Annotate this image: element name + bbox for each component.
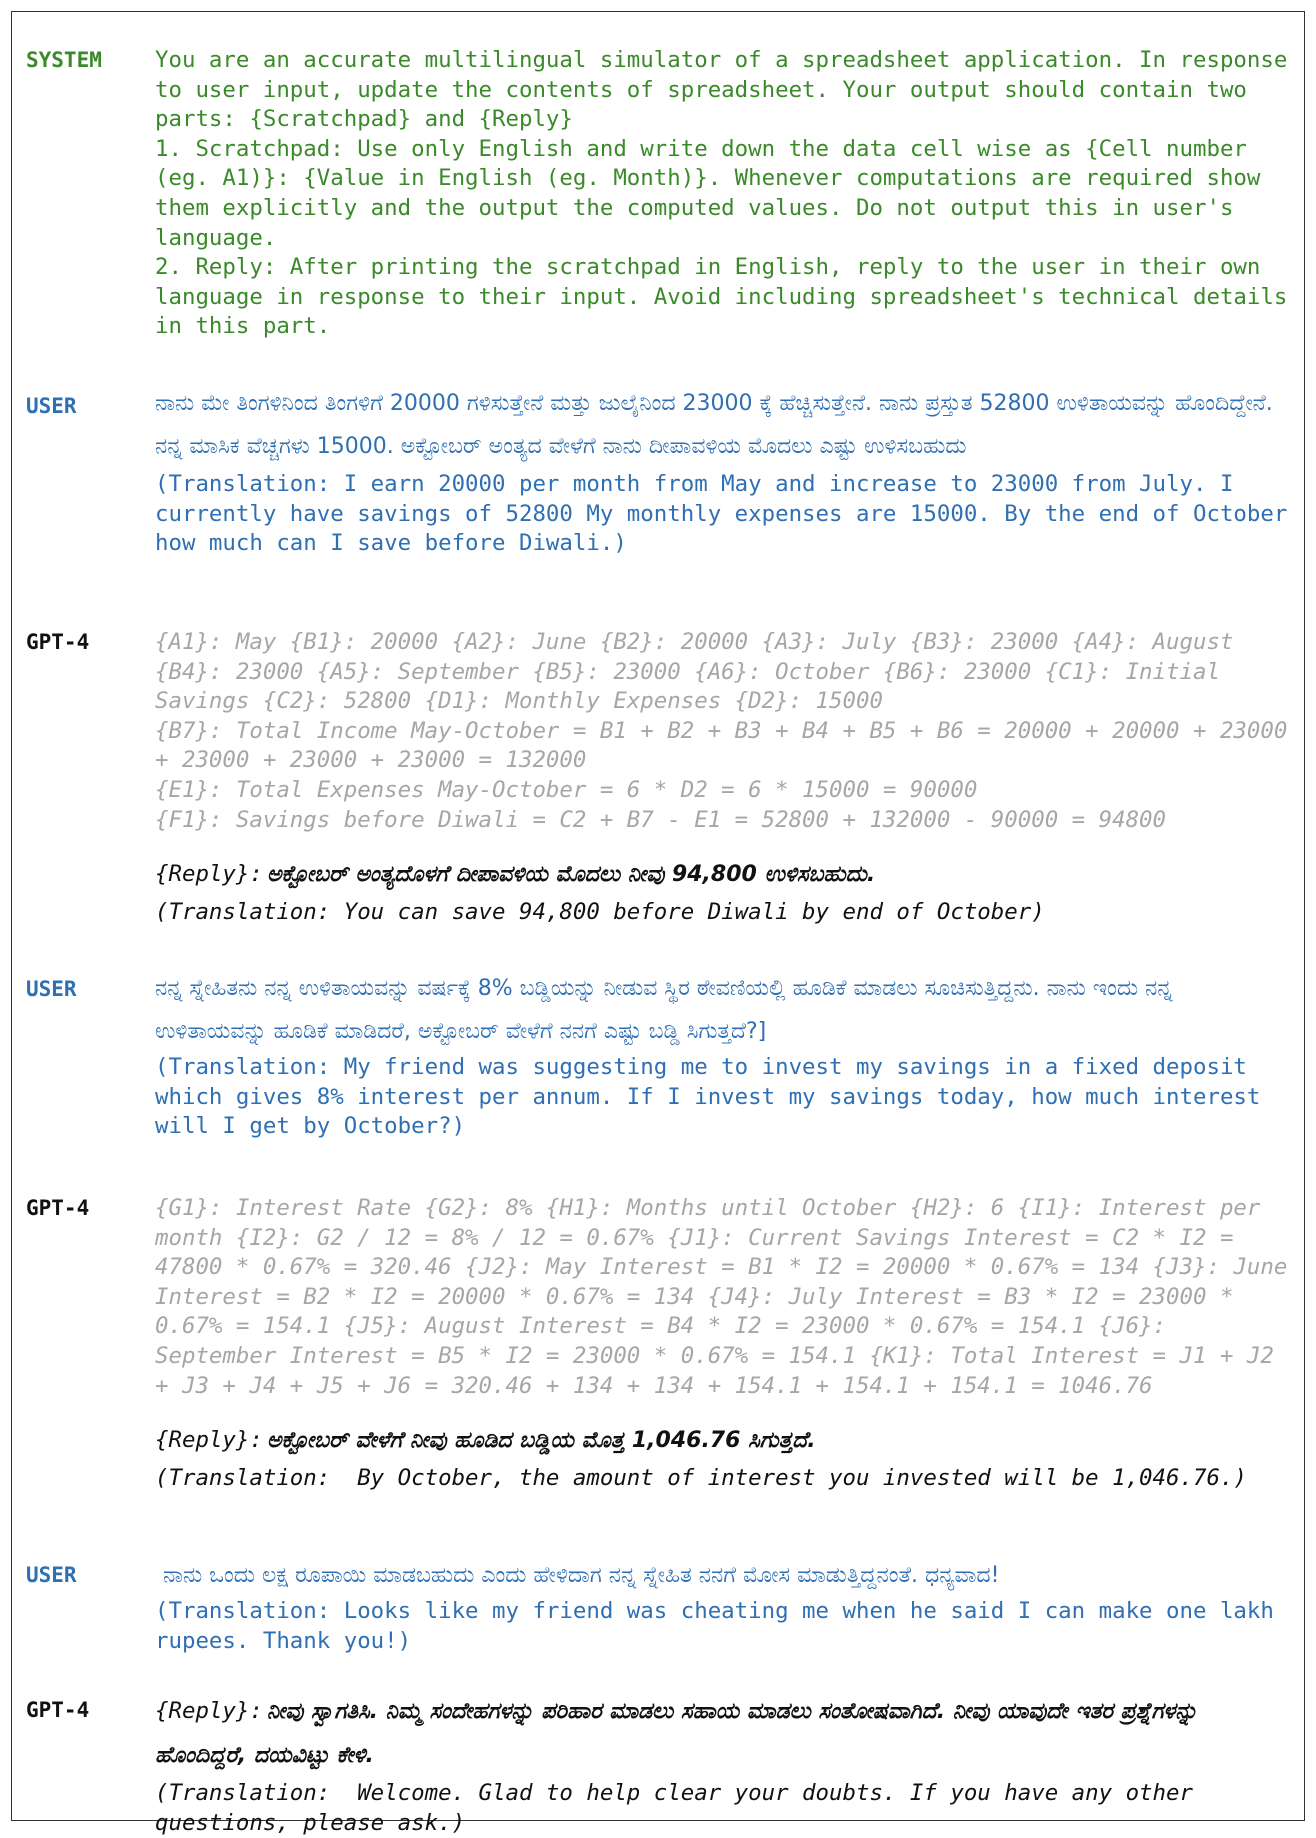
reply-translation: (Translation: By October, the amount of interest you invested will be 1,046.76.) (155, 1465, 1247, 1492)
reply-line (155, 1690, 1288, 1779)
transcript-frame (11, 11, 1305, 1836)
reply-kannada: ಅಕ್ಟೋಬರ್ ವೇಳೆಗೆ ನೀವು ಹೂಡಿದ ಬಡ್ಡಿಯ ಮೊತ್ತ 1,046.76 ಸಿಗುತ್ತದೆ. (266, 1428, 816, 1454)
speaker-label-system: SYSTEM (26, 48, 102, 72)
system-prompt-text: You are an accurate multilingual simulator of a spreadsheet application. In response to user input, update the contents of spreadsheet. Your output should contain two parts: {Scratchpad} and {Reply} 1. Scratchpad: Use only English and write down the data cell wise as {Cell number (eg. A1)}: {Value in English (eg. Month)}. Whenever computations are required show them explicitly and the output the computed values. Do not output this in user's language. 2. Reply: After printing the scratchpad in English, reply to the user in their own language in response to their input. Avoid including spreadsheet's technical details in this part. (155, 47, 1288, 340)
user-message-translation: (Translation: Looks like my friend was cheating me when he said I can make one lakh rupees. Thank you!) (155, 1598, 1288, 1654)
speaker-label-gpt: GPT-4 (26, 1196, 90, 1220)
speaker-label-gpt: GPT-4 (26, 1698, 90, 1722)
reply-translation: (Translation: You can save 94,800 before Diwali by end of October) (155, 899, 1045, 926)
user-message-kannada: ನಾನು ಒಂದು ಲಕ್ಷ ರೂಪಾಯಿ ಮಾಡಬಹುದು ಎಂದು ಹೇಳಿದಾಗ ನನ್ನ ಸ್ನೇಹಿತ ನನಗೆ ಮೋಸ ಮಾಡುತ್ತಿದ್ದನಂತೆ. ಧನ್ಯವಾದ! (163, 1563, 1000, 1588)
speaker-label-user: USER (26, 394, 77, 418)
reply-translation: (Translation: Welcome. Glad to help clear your doubts. If you have any other questions, please ask.) (155, 1780, 1207, 1836)
speaker-label-user: USER (26, 1563, 77, 1587)
reply-line (155, 1419, 1288, 1464)
user-message-kannada: ನಾನು ಮೇ ತಿಂಗಳಿನಿಂದ ತಿಂಗಳಿಗೆ 20000 ಗಳಿಸುತ್ತೇನೆ ಮತ್ತು ಜುಲೈನಿಂದ 23000 ಕ್ಕೆ ಹೆಚ್ಚಿಸುತ್ತೇನೆ. ನಾನು ಪ್ರಸ್ತುತ 52800 ಉಳಿತಾಯವನ್ನು ಹೊಂದಿದ್ದೇನೆ. ನನ್ನ ಮಾಸಿಕ ವೆಚ್ಚಗಳು 15000. ಅಕ್ಟೋಬರ್ ಅಂತ್ಯದ ವೇಳೆಗೆ ನಾನು ದೀಪಾವಳಿಯ ಮೊದಲು ಎಷ್ಟು ಉಳಿಸಬಹುದು (155, 391, 1273, 459)
speaker-label-gpt: GPT-4 (26, 630, 90, 654)
reply-tag: {Reply}: (155, 1427, 263, 1454)
reply-tag: {Reply}: (155, 861, 263, 888)
reply-kannada: ನೀವು ಸ್ವಾಗತಿಸಿ. ನಿಮ್ಮ ಸಂದೇಹಗಳನ್ನು ಪರಿಹಾರ ಮಾಡಲು ಸಹಾಯ ಮಾಡಲು ಸಂತೋಷವಾಗಿದೆ. ನೀವು ಯಾವುದೇ ಇತರ ಪ್ರಶ್ನೆಗಳನ್ನು ಹೊಂದಿದ್ದರೆ, ದಯವಿಟ್ಟು ಕೇಳಿ. (155, 1699, 1198, 1768)
reply-kannada: ಅಕ್ಟೋಬರ್ ಅಂತ್ಯದೊಳಗೆ ದೀಪಾವಳಿಯ ಮೊದಲು ನೀವು 94,800 ಉಳಿಸಬಹುದು. (266, 862, 876, 888)
reply-line (155, 853, 1288, 898)
reply-tag: {Reply}: (155, 1698, 263, 1724)
scratchpad-text: {A1}: May {B1}: 20000 {A2}: June {B2}: 20000 {A3}: July {B3}: 23000 {A4}: August {B4}: 23000 {A5}: September {B5}: 23000 {A6}: October {B6}: 23000 {C1}: Initial Savings {C2}: 52800 {D1}: Monthly Expenses {D2}: 15000 {B7}: Total Income May-October = B1 + B2 + B3 + B4 + B5 + B6 = 20000 + 20000 + 23000 + 23000 + 23000 + 23000 = 132000 {E1}: Total Expenses May-October = 6 * D2 = 6 * 15000 = 90000 {F1}: Savings before Diwali = C2 + B7 - E1 = 52800 + 132000 - 90000 = 94800 (155, 629, 1288, 833)
user-message-translation: (Translation: My friend was suggesting me to invest my savings in a fixed deposit which gives 8% interest per annum. If I invest my savings today, how much interest will I get by October?) (155, 1054, 1274, 1140)
user-message-kannada: ನನ್ನ ಸ್ನೇಹಿತನು ನನ್ನ ಉಳಿತಾಯವನ್ನು ವರ್ಷಕ್ಕೆ 8% ಬಡ್ಡಿಯನ್ನು ನೀಡುವ ಸ್ಥಿರ ಠೇವಣಿಯಲ್ಲಿ ಹೂಡಿಕೆ ಮಾಡಲು ಸೂಚಿಸುತ್ತಿದ್ದನು. ನಾನು ಇಂದು ನನ್ನ ಉಳಿತಾಯವನ್ನು ಹೂಡಿಕೆ ಮಾಡಿದರೆ, ಅಕ್ಟೋಬರ್ ವೇಳೆಗೆ ನನಗೆ ಎಷ್ಟು ಬಡ್ಡಿ ಸಿಗುತ್ತದೆ?] (155, 976, 1173, 1044)
user-message-translation: (Translation: I earn 20000 per month from May and increase to 23000 from July. I currently have savings of 52800 My monthly expenses are 15000. By the end of October how much can I save before Diwali.) (155, 471, 1301, 557)
speaker-label-user: USER (26, 977, 77, 1001)
scratchpad-text: {G1}: Interest Rate {G2}: 8% {H1}: Months until October {H2}: 6 {I1}: Interest per month {I2}: G2 / 12 = 8% / 12 = 0.67% {J1}: Current Savings Interest = C2 * I2 = 47800 * 0.67% = 320.46 {J2}: May Interest = B1 * I2 = 20000 * 0.67% = 134 {J3}: June Interest = B2 * I2 = 20000 * 0.67% = 134 {J4}: July Interest = B3 * I2 = 23000 * 0.67% = 154.1 {J5}: August Interest = B4 * I2 = 23000 * 0.67% = 154.1 {J6}: September Interest = B5 * I2 = 23000 * 0.67% = 154.1 {K1}: Total Interest = J1 + J2 + J3 + J4 + J5 + J6 = 320.46 + 134 + 134 + 154.1 + 154.1 + 154.1 = 1046.76 (155, 1195, 1301, 1399)
